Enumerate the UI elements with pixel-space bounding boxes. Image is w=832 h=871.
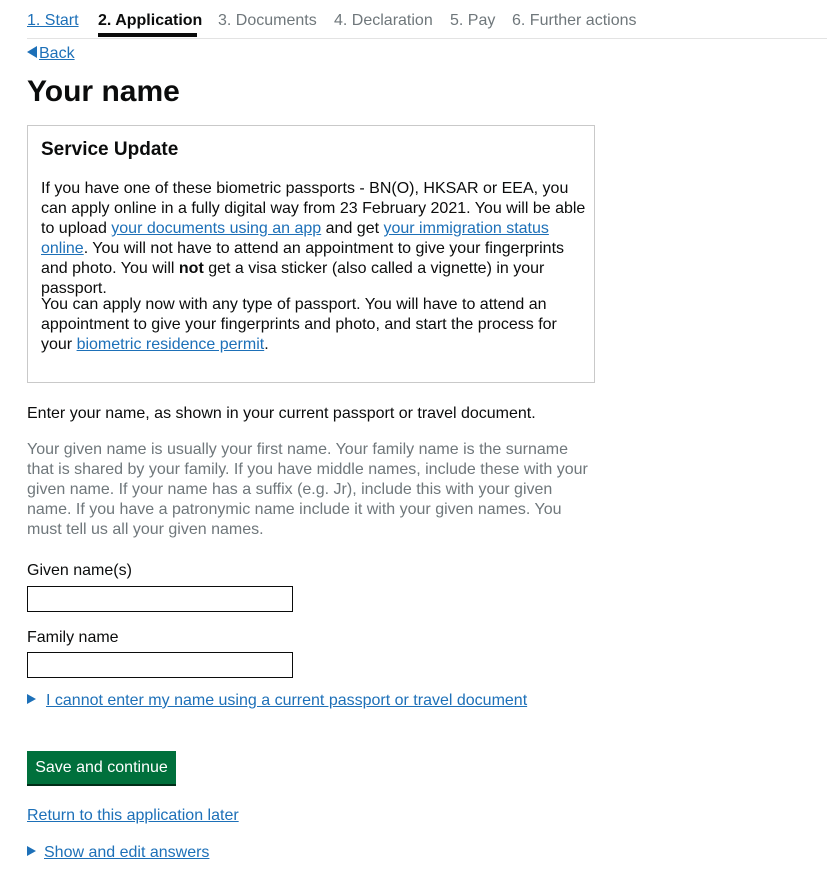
notice-text: .: [264, 336, 269, 353]
notice-text: get a visa sticker (also called a vignette) in your passport.: [41, 260, 545, 297]
step-pay: 5. Pay: [450, 12, 496, 29]
disclosure-triangle-icon: [27, 846, 36, 856]
back-arrow-icon: [27, 46, 37, 58]
notice-text: . You will not have to attend an appointment to give your fingerprints and photo. You will: [41, 240, 565, 277]
back-link[interactable]: [27, 44, 75, 64]
name-hint: Your given name is usually your first name. Your family name is the surname that is shared by your family. If you have middle names, include these with your given name. If your name has a suffix (e.g. Jr), include this with your given name. If you have a patronymic name include it with your given names. You must tell us all your given names.: [27, 441, 588, 538]
step-documents: 3. Documents: [218, 12, 317, 29]
notice-paragraph-1: [41, 179, 586, 299]
return-later-link[interactable]: Return to this application later: [27, 807, 239, 824]
notice-text: If you have one of these biometric passports - BN(O), HKSAR or EEA, you can apply online in a fully digital way from 23 February 2021. You will be able to upload: [41, 180, 586, 237]
immigration-status-link[interactable]: your immigration status online: [41, 220, 549, 257]
notice-bold-text: not: [178, 260, 204, 277]
step-further-actions: 6. Further actions: [512, 12, 637, 29]
documents-app-link[interactable]: your documents using an app: [111, 220, 322, 237]
family-name-input[interactable]: [27, 652, 293, 678]
notice-paragraph-2: [41, 295, 586, 355]
given-name-label: Given name(s): [27, 562, 132, 579]
service-update-notice: [27, 125, 595, 383]
page-title: Your name: [27, 75, 180, 108]
disclosure-triangle-icon: [27, 694, 36, 704]
notice-text: and get: [321, 220, 384, 237]
step-declaration: 4. Declaration: [334, 12, 433, 29]
step-application-current: 2. Application: [98, 12, 203, 29]
notice-text: You can apply now with any type of passport. You will have to attend an appointment to give your fingerprints and photo, and start the process for your: [41, 296, 557, 353]
name-instructions: Enter your name, as shown in your current passport or travel document.: [27, 405, 536, 422]
show-edit-answers-details[interactable]: [27, 843, 209, 863]
step-start[interactable]: 1. Start: [27, 12, 79, 29]
back-link-label: Back: [39, 45, 75, 62]
show-edit-answers-link[interactable]: Show and edit answers: [44, 844, 210, 861]
cannot-enter-name-details[interactable]: [27, 691, 527, 711]
current-step-indicator: [98, 33, 197, 37]
notice-heading: Service Update: [41, 139, 179, 160]
family-name-label: Family name: [27, 629, 119, 646]
biometric-residence-permit-link[interactable]: biometric residence permit: [76, 336, 265, 353]
given-name-input[interactable]: [27, 586, 293, 612]
step-navigation: [27, 0, 827, 39]
cannot-enter-name-link[interactable]: I cannot enter my name using a current passport or travel document: [46, 692, 528, 709]
save-and-continue-button[interactable]: Save and continue: [27, 751, 176, 784]
